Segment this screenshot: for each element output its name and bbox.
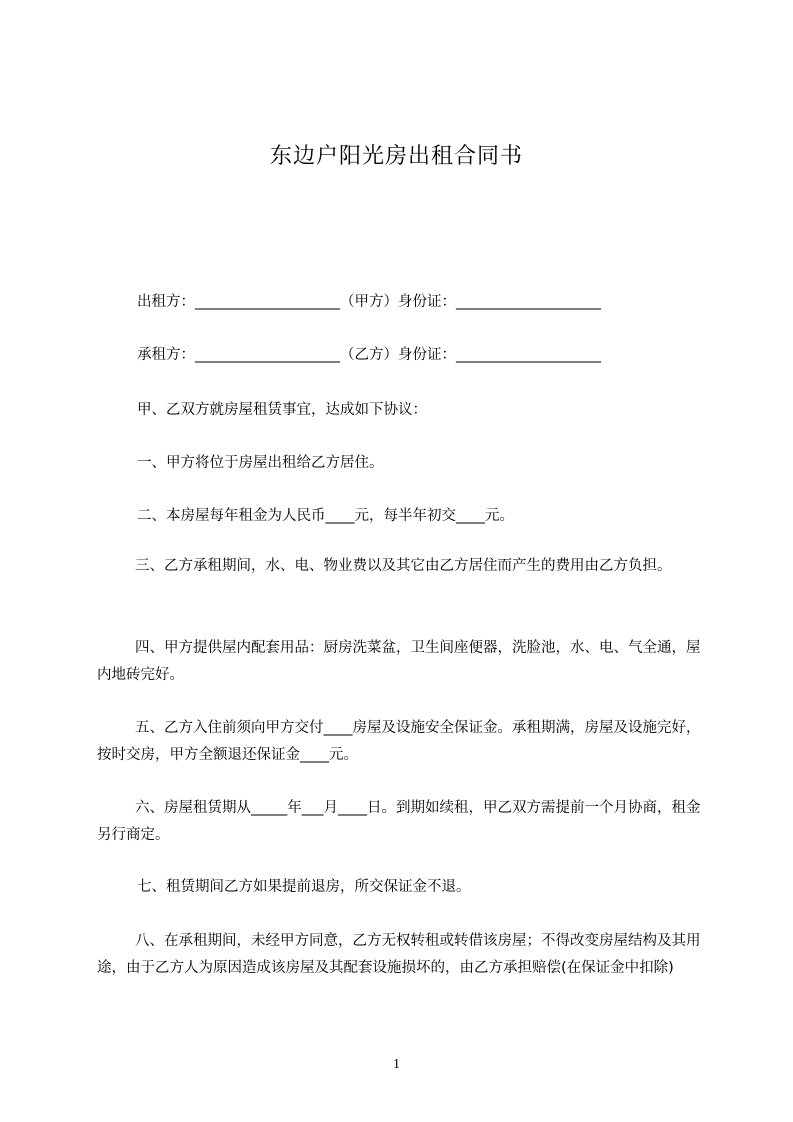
clause-8: 八、在承租期间，未经甲方同意，乙方无权转租或转借该房屋；不得改变房屋结构及其用途，由于乙方人为原因造成该房屋及其配套设施损坏的，由乙方承担赔偿(在保证金中扣除): [97, 933, 701, 976]
clause-2: 二、本房屋每年租金为人民币____元，每半年初交____元。: [137, 508, 514, 524]
intro-text: 甲、乙双方就房屋租赁事宜，达成如下协议：: [137, 402, 427, 418]
lessee-line: 承租方：____________________（乙方）身份证：____________________: [137, 347, 601, 363]
page-number: 1: [393, 1057, 400, 1072]
clause-3: 三、乙方承租期间，水、电、物业费以及其它由乙方居住而产生的费用由乙方负担。: [135, 558, 672, 574]
lessor-line: 出租方：____________________（甲方）身份证：____________________: [137, 294, 601, 310]
clause-6: 六、房屋租赁期从_____年___月____日。到期如续租，甲乙双方需提前一个月协商，租金另行商定。: [97, 800, 701, 843]
clause-5: 五、乙方入住前须向甲方交付____房屋及设施安全保证金。承租期满，房屋及设施完好，按时交房，甲方全额退还保证金____元。: [97, 720, 701, 763]
clause-7: 七、租赁期间乙方如果提前退房，所交保证金不退。: [137, 879, 471, 895]
clause-4: 四、甲方提供屋内配套用品：厨房洗菜盆，卫生间座便器，洗脸池，水、电、气全通，屋内地砖完好。: [97, 640, 701, 683]
document-title: 东边户阳光房出租合同书: [269, 144, 523, 169]
clause-1: 一、甲方将位于房屋出租给乙方居住。: [137, 455, 384, 471]
